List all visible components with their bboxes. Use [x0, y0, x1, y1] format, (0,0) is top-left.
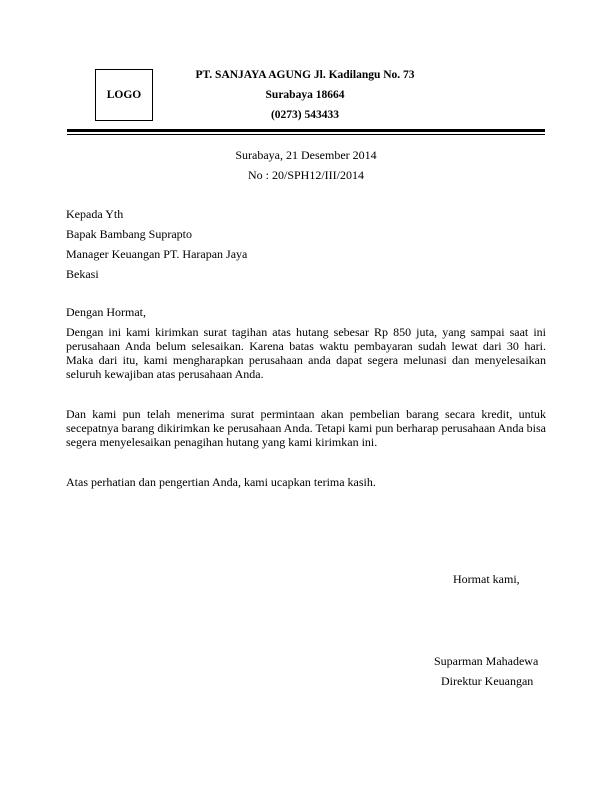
- body-paragraph-2: Dan kami pun telah menerima surat permintaan akan pembelian barang secara kredit, untuk secepatnya barang dikirimkan ke perusahaan Anda. Tetapi kami pun berharap perusahaan Anda bisa segera menyelesaikan penagihan hutang yang kami kirimkan ini.: [66, 407, 546, 449]
- company-name-address: PT. SANJAYA AGUNG Jl. Kadilangu No. 73: [195, 69, 415, 81]
- company-city: Surabaya 18664: [265, 89, 345, 101]
- recipient-city: Bekasi: [66, 267, 99, 281]
- body-paragraph-1: Dengan ini kami kirimkan surat tagihan atas hutang sebesar Rp 850 juta, yang sampai saat ini perusahaan Anda belum selesaikan. Karena batas waktu pembayaran sudah lewat dari 30 hari. Maka dari itu, kami mengharapkan perusahaan anda dapat segera melunasi dan menyelesaikan seluruh kewajiban atas perusahaan Anda.: [66, 325, 546, 381]
- company-phone: (0273) 543433: [270, 109, 340, 121]
- greeting: Dengan Hormat,: [66, 305, 146, 319]
- letterhead-divider-thick: [67, 129, 545, 132]
- letter-number: No : 20/SPH12/III/2014: [247, 168, 364, 182]
- signatory-name: Suparman Mahadewa: [434, 654, 539, 668]
- recipient-name: Bapak Bambang Suprapto: [66, 227, 192, 241]
- logo-placeholder: [95, 69, 153, 121]
- recipient-salutation: Kepada Yth: [66, 207, 124, 221]
- logo-text: LOGO: [106, 89, 142, 101]
- signature-closing: Hormat kami,: [453, 572, 520, 586]
- place-date: Surabaya, 21 Desember 2014: [235, 148, 377, 162]
- signatory-title: Direktur Keuangan: [441, 674, 534, 688]
- letterhead-divider-thin: [67, 134, 545, 135]
- closing-line: Atas perhatian dan pengertian Anda, kami ucapkan terima kasih.: [66, 475, 376, 489]
- recipient-position: Manager Keuangan PT. Harapan Jaya: [66, 247, 248, 261]
